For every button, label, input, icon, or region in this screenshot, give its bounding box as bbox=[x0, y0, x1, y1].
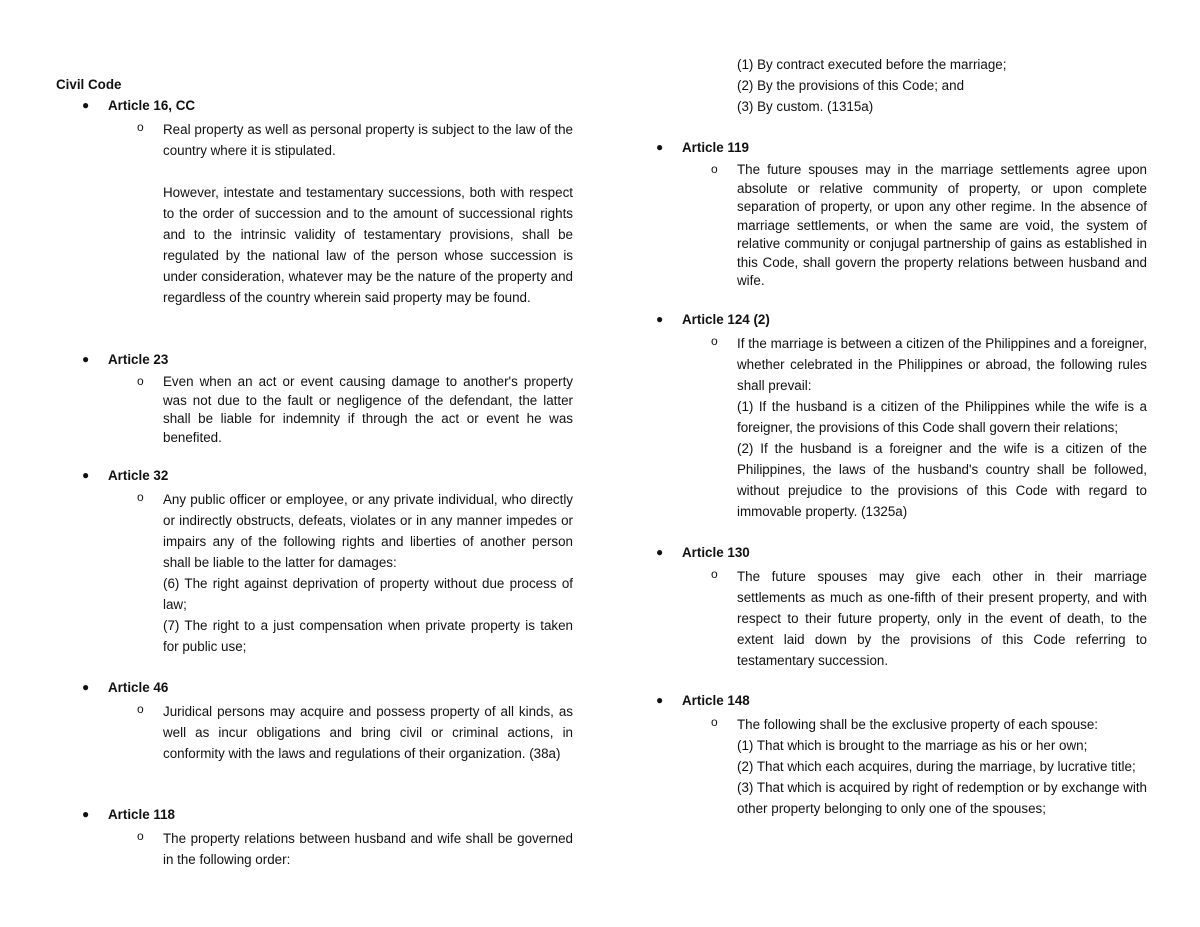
document-title: Civil Code bbox=[56, 77, 122, 92]
bullet-icon: ● bbox=[82, 807, 90, 821]
article-paragraph: (2) If the husband is a foreigner and the wife is a citizen of the Philippines, the laws of the husband's country shall be followed, without prejudice to the provisions of this Code with regard to immovable property. (1325a) bbox=[737, 441, 1147, 519]
continuation-line: (2) By the provisions of this Code; and bbox=[737, 78, 965, 93]
sub-bullet-icon: o bbox=[711, 715, 718, 729]
article-paragraph: The future spouses may give each other in their marriage settlements as much as one-fifth of their present property, and with respect to their future property, only in the event of death, to the extent laid down by the provisions of this Code referring to testamentary succession. bbox=[737, 569, 1147, 668]
article-body bbox=[737, 333, 1147, 522]
article-heading: Article 124 (2) bbox=[682, 312, 770, 327]
article-body bbox=[737, 714, 1147, 819]
bullet-icon: ● bbox=[656, 693, 664, 707]
article-body bbox=[163, 701, 573, 764]
sub-bullet-icon: o bbox=[711, 162, 718, 176]
article-paragraph: If the marriage is between a citizen of the Philippines and a foreigner, whether celebrated in the Philippines or abroad, the following rules shall prevail: bbox=[737, 336, 1147, 393]
bullet-icon: ● bbox=[82, 680, 90, 694]
article-heading: Article 16, CC bbox=[108, 98, 196, 113]
article-paragraph: (1) If the husband is a citizen of the Philippines while the wife is a foreigner, the provisions of this Code shall govern their relations; bbox=[737, 399, 1147, 435]
article-heading: Article 23 bbox=[108, 352, 169, 367]
article-heading: Article 148 bbox=[682, 693, 750, 708]
article-heading: Article 130 bbox=[682, 545, 750, 560]
sub-bullet-icon: o bbox=[137, 829, 144, 843]
article-paragraph: Juridical persons may acquire and possess property of all kinds, as well as incur obligations and bring civil or criminal actions, in conformity with the laws and regulations of their organization. (38a) bbox=[163, 704, 573, 761]
article-body bbox=[737, 566, 1147, 671]
bullet-icon: ● bbox=[82, 352, 90, 366]
bullet-icon: ● bbox=[82, 98, 90, 112]
article-body bbox=[163, 828, 573, 870]
article-heading: Article 32 bbox=[108, 468, 169, 483]
bullet-icon: ● bbox=[656, 545, 664, 559]
article-paragraph: The property relations between husband and wife shall be governed in the following order: bbox=[163, 831, 573, 867]
bullet-icon: ● bbox=[82, 468, 90, 482]
article-heading: Article 119 bbox=[682, 140, 749, 155]
article-paragraph: (2) That which each acquires, during the marriage, by lucrative title; bbox=[737, 759, 1136, 774]
article-paragraph: The future spouses may in the marriage settlements agree upon absolute or relative community of property, or upon complete separation of property, or upon any other regime. In the absence of marriage settlements, or when the same are void, the system of relative community or conjugal partnership of gains as established in this Code, shall govern the property relations between husband and wife. bbox=[737, 162, 1147, 288]
article-paragraph: The following shall be the exclusive property of each spouse: bbox=[737, 717, 1099, 732]
article-body bbox=[163, 373, 573, 447]
article-paragraph: (7) The right to a just compensation when private property is taken for public use; bbox=[163, 618, 573, 654]
article-paragraph: Any public officer or employee, or any private individual, who directly or indirectly obstructs, defeats, violates or in any manner impedes or impairs any of the following rights and liberties of another person shall be liable to the latter for damages: bbox=[163, 492, 573, 570]
article-body bbox=[163, 119, 573, 308]
article-body bbox=[737, 161, 1147, 291]
sub-bullet-icon: o bbox=[137, 490, 144, 504]
bullet-icon: ● bbox=[656, 140, 664, 154]
sub-bullet-icon: o bbox=[711, 567, 718, 581]
article-paragraph: (1) That which is brought to the marriage as his or her own; bbox=[737, 738, 1088, 753]
article-body bbox=[163, 489, 573, 657]
sub-bullet-icon: o bbox=[137, 374, 144, 388]
article-paragraph: (3) That which is acquired by right of redemption or by exchange with other property belonging to only one of the spouses; bbox=[737, 780, 1147, 816]
article-paragraph: However, intestate and testamentary successions, both with respect to the order of succession and to the amount of successional rights and to the intrinsic validity of testamentary provisions, shall be regulated by the national law of the person whose succession is under consideration, whatever may be the nature of the property and regardless of the country wherein said property may be found. bbox=[163, 185, 573, 305]
continuation-line: (3) By custom. (1315a) bbox=[737, 99, 874, 114]
article-paragraph: Real property as well as personal property is subject to the law of the country where it is stipulated. bbox=[163, 122, 573, 158]
article-paragraph: Even when an act or event causing damage to another's property was not due to the fault or negligence of the defendant, the latter shall be liable for indemnity if through the act or event he was benefited. bbox=[163, 374, 573, 445]
article-heading: Article 46 bbox=[108, 680, 169, 695]
article-continuation bbox=[737, 54, 1147, 117]
sub-bullet-icon: o bbox=[711, 334, 718, 348]
bullet-icon: ● bbox=[656, 312, 664, 326]
sub-bullet-icon: o bbox=[137, 702, 144, 716]
sub-bullet-icon: o bbox=[137, 120, 144, 134]
article-paragraph: (6) The right against deprivation of property without due process of law; bbox=[163, 576, 573, 612]
continuation-line: (1) By contract executed before the marriage; bbox=[737, 57, 1007, 72]
article-heading: Article 118 bbox=[108, 807, 175, 822]
